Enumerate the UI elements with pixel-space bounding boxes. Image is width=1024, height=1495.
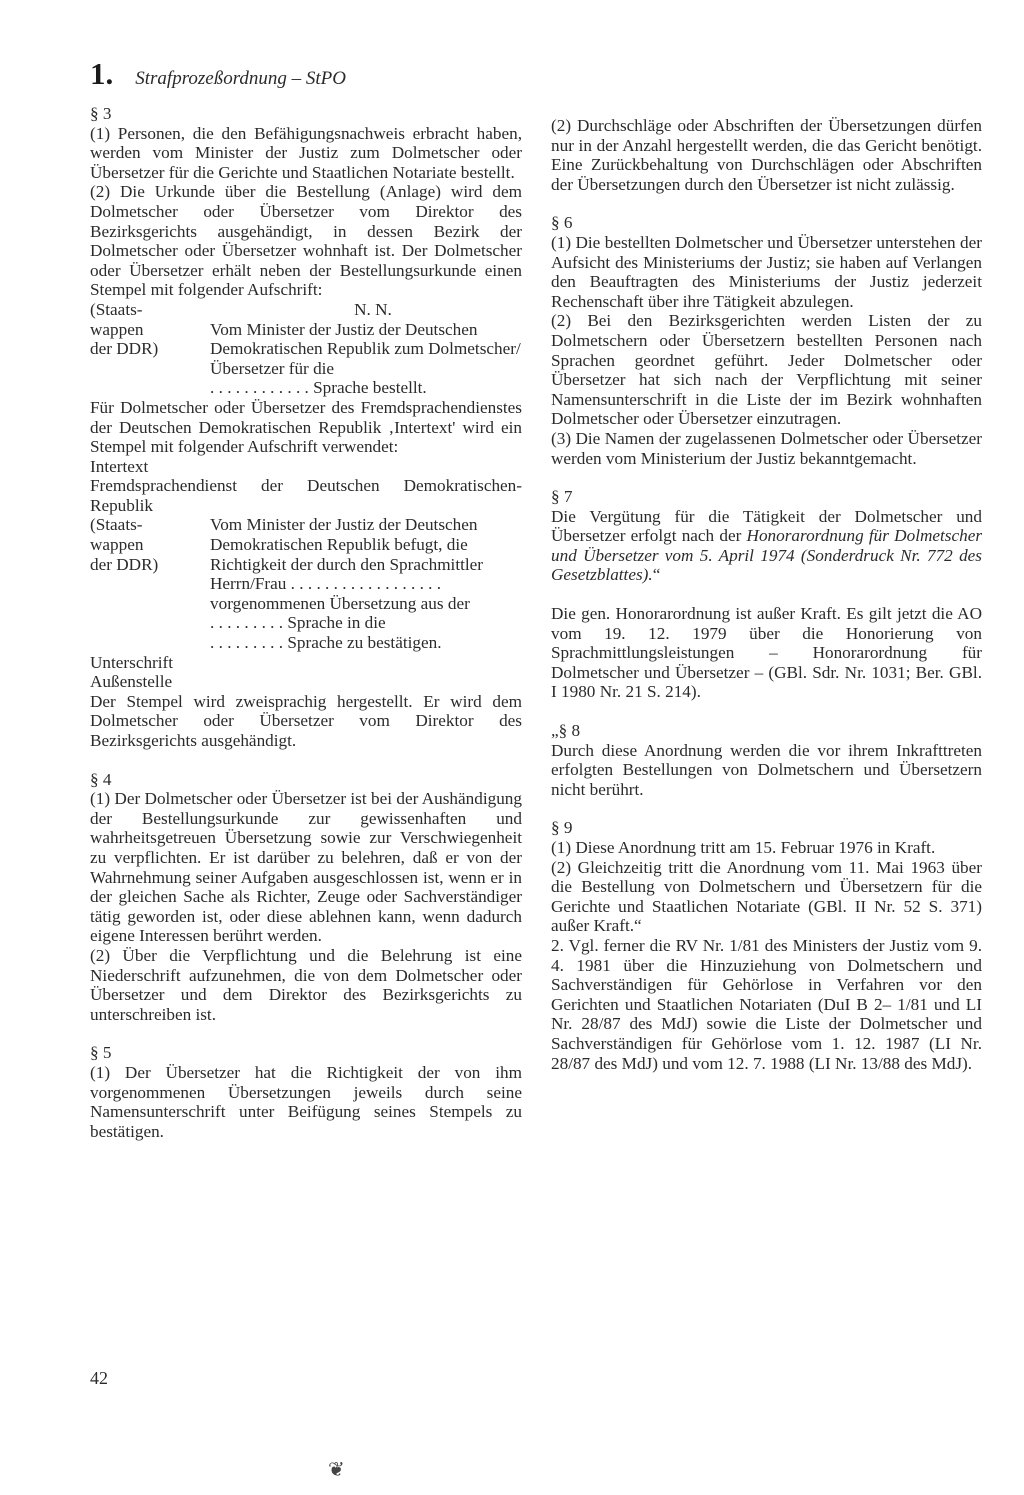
section-heading-3: § 3 <box>90 104 112 123</box>
stamp-wording: Vom Minister der Justiz der Deutschen Demokratischen Republik zum Dolmetscher/Übersetzer für die . . . . . . . . . . . . Sprache bestellt. <box>210 319 521 398</box>
paragraph-text: Die Vergütung für die Tätigkeit der Dolmetscher und Übersetzer erfolgt nach der <box>551 506 982 546</box>
paragraph: Für Dolmetscher oder Übersetzer des Fremdsprachendienstes der Deutschen Demokratischen Republik ‚Intertext' wird ein Stempel mit folgender Aufschrift verwendet: <box>90 397 522 457</box>
intertext-line: Fremdsprachendienst der Deutschen Demokratischen-Republik <box>90 476 522 515</box>
stamp-body <box>210 300 522 398</box>
stamp-name: N. N. <box>354 299 392 319</box>
cited-regulation: Honorarordnung für Dolmetscher und Übersetzer vom 5. April 1974 (Sonderdruck Nr. 772 des Gesetzblattes). <box>551 526 983 585</box>
paragraph: (2) Die Urkunde über die Bestellung (Anlage) wird dem Dolmetscher oder Übersetzer vom Direktor des Bezirksgerichts ausgehändigt, in dessen Bezirk der Dolmetscher oder Übersetzer wohnhaft ist. Der Dolmetscher oder Übersetzer erhält neben der Bestellungsurkunde einen Stempel mit folgender Aufschrift: <box>90 182 522 300</box>
closing-quote: “ <box>652 565 661 585</box>
paragraph: Der Stempel wird zweisprachig hergestellt. Er wird dem Dolmetscher oder Übersetzer vom Direktor des Bezirksgerichts ausgehändigt. <box>90 691 522 750</box>
chapter-number: 1. <box>90 56 114 91</box>
paragraph: (1) Die bestellten Dolmetscher und Übersetzer unterstehen der Aufsicht des Ministeriums der Justiz; sie haben auf Verlangen den Beauftragten des Ministeriums der Justiz jederzeit Rechenschaft über ihre Tätigkeit abzulegen. <box>551 232 982 311</box>
ornament-icon: ❦ <box>328 1459 345 1481</box>
section-heading-7: § 7 <box>551 487 573 507</box>
paragraph: (1) Personen, die den Befähigungsnachweis erbracht haben, werden vom Minister der Justiz zum Dolmetscher oder Übersetzer für die Gerichte und Staatlichen Notariate bestellt. <box>90 123 522 182</box>
branch-line: Außenstelle <box>90 672 173 692</box>
stamp-text-1 <box>90 300 522 398</box>
paragraph: (1) Diese Anordnung tritt am 15. Februar 1976 in Kraft. <box>551 838 936 857</box>
paragraph: (1) Der Übersetzer hat die Richtigkeit der von ihm vorgenommenen Übersetzungen jeweils durch seine Namensunterschrift unter Beifügung seines Stempels zu bestätigen. <box>90 1062 522 1141</box>
paragraph: (2) Gleichzeitig tritt die Anordnung vom 11. Mai 1963 über die Bestellung von Dolmetschern und Übersetzern für die Gerichte und Staatlichen Notariate (GBl. II Nr. 52 S. 371) außer Kraft.“ <box>551 857 982 936</box>
chapter-title: Strafprozeßordnung – StPO <box>135 68 347 89</box>
stamp-text-2 <box>90 515 522 652</box>
intertext-line: Intertext <box>90 456 149 476</box>
page-number: 42 <box>90 1368 108 1388</box>
paragraph: (1) Der Dolmetscher oder Übersetzer ist bei der Aushändigung der Bestellungsurkunde zur gewissenhaften und wahrheitsgetreuen Übersetzung sowie zur Verschwiegenheit zu verpflichten. Er ist darüber zu belehren, daß er von der Wahrnehmung seiner Aufgaben ausgeschlossen ist, wenn er in der gleichen Sache als Richter, Zeuge oder Sachverständiger tätig geworden ist, oder diese ablehnen kann, wenn dadurch eigene Interessen berührt werden. <box>90 789 522 946</box>
section-heading-5: § 5 <box>90 1043 112 1063</box>
section-heading-8: „§ 8 <box>551 721 581 741</box>
left-column <box>90 104 522 1141</box>
paragraph: (2) Bei den Bezirksgerichten werden Listen der zu Dolmetschern oder Übersetzern bestellten Personen nach Sprachen geordnet geführt. Jeder Dolmetscher oder Übersetzer hat sich nach der Verpflichtung mit seiner Namensunterschrift in die Liste der im Bezirk wohnhaften Dolmetscher oder Übersetzer einzutragen. <box>551 311 982 429</box>
section-heading-6: § 6 <box>551 213 573 233</box>
paragraph: (3) Die Namen der zugelassenen Dolmetscher oder Übersetzer werden vom Ministerium der Justiz bekanntgemacht. <box>551 428 982 468</box>
editorial-note: Die gen. Honorarordnung ist außer Kraft. Es gilt jetzt die AO vom 19. 12. 1979 über die Honorierung von Sprachmittlungsleistungen – Honorarordnung für Dolmetscher und Übersetzer – (GBl. Sdr. Nr. 1031; Ber. GBl. I 1980 Nr. 21 S. 214). <box>551 604 982 702</box>
signature-line: Unterschrift <box>90 652 174 672</box>
paragraph: Durch diese Anordnung werden die vor ihrem Inkrafttreten erfolgten Bestellungen von Dolmetschern und Übersetzern nicht berührt. <box>551 740 982 799</box>
section-heading-9: § 9 <box>551 818 573 838</box>
running-header <box>90 56 346 92</box>
right-column <box>551 116 982 1073</box>
stamp-coat-of-arms-label: (Staats- wappen der DDR) <box>90 299 159 359</box>
stamp-wording: Vom Minister der Justiz der Deutschen Demokratischen Republik befugt, die Richtigkeit der durch den Sprachmittler Herrn/Frau . . . . . . . . . . . . . . . . . . vorgenommenen Übersetzung aus der . . . . . . . . . Sprache in die . . . . . . . . . Sprache zu bestätigen. <box>210 515 484 653</box>
paragraph: (2) Durchschläge oder Abschriften der Übersetzungen dürfen nur in der Anzahl hergestellt werden, die das Gericht benötigt. Eine Zurückbehaltung von Durchschlägen oder Abschriften der Übersetzungen durch den Übersetzer ist nicht zulässig. <box>551 116 982 194</box>
paragraph <box>551 507 982 585</box>
paragraph: (2) Über die Verpflichtung und die Belehrung ist eine Niederschrift aufzunehmen, die von dem Dolmetscher oder Übersetzer und dem Direktor des Bezirksgerichts zu unterschreiben ist. <box>90 945 522 1024</box>
stamp-coat-of-arms-label: (Staats- wappen der DDR) <box>90 515 159 574</box>
editorial-note: 2. Vgl. ferner die RV Nr. 1/81 des Ministers der Justiz vom 9. 4. 1981 über die Hinzuziehung von Dolmetschern und Sachverständigen für Gehörlose in Verfahren vor den Gerichten und Staatlichen Notariaten (DuI B 2– 1/81 und LI Nr. 28/87 des MdJ) sowie die Liste der Dolmetscher und Sachverständigen für Gehörlose vom 1. 12. 1987 (LI Nr. 28/87 des MdJ) und vom 12. 7. 1988 (LI Nr. 13/88 des MdJ). <box>551 935 982 1073</box>
section-heading-4: § 4 <box>90 769 112 789</box>
